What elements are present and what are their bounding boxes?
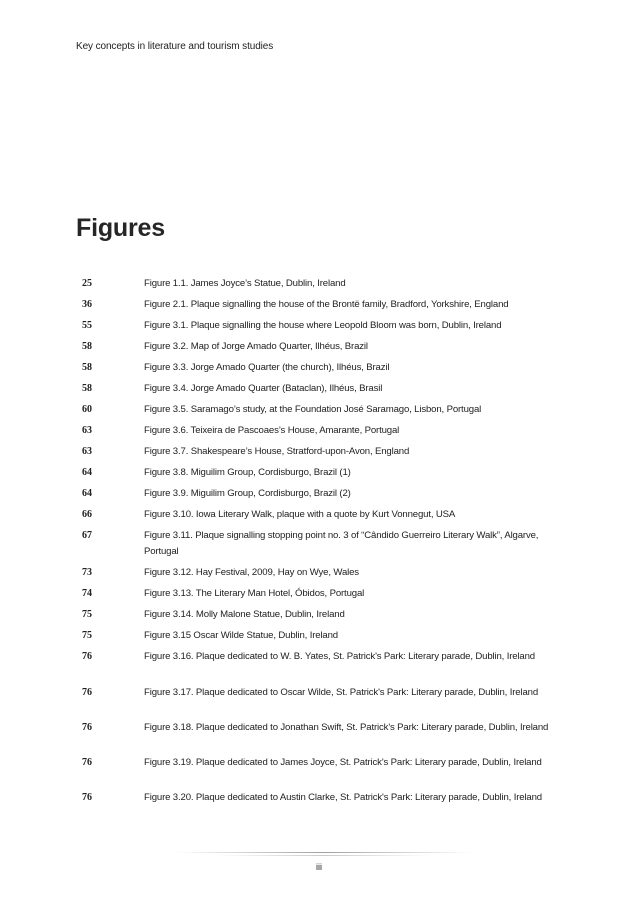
figure-caption: Figure 3.16. Plaque dedicated to W. B. Yates, St. Patrick's Park: Literary parade, Dublin, Ireland bbox=[144, 651, 535, 662]
figure-entry bbox=[76, 507, 550, 528]
figure-caption: Figure 3.6. Teixeira de Pascoaes’s House, Amarante, Portugal bbox=[144, 425, 400, 436]
figure-entry bbox=[76, 755, 550, 790]
figure-entry bbox=[76, 276, 550, 297]
figure-entry bbox=[76, 360, 550, 381]
figure-caption: Figure 3.19. Plaque dedicated to James Joyce, St. Patrick's Park: Literary parade, Dublin, Ireland bbox=[144, 757, 542, 768]
figure-entry bbox=[76, 565, 550, 586]
figure-caption: Figure 3.10. Iowa Literary Walk, plaque with a quote by Kurt Vonnegut, USA bbox=[144, 509, 456, 520]
figure-caption: Figure 3.13. The Literary Man Hotel, Óbidos, Portugal bbox=[144, 588, 365, 599]
figure-entry bbox=[76, 339, 550, 360]
figure-page-number: 60 bbox=[82, 404, 92, 415]
figure-page-number: 64 bbox=[82, 467, 92, 478]
figure-entry bbox=[76, 628, 550, 649]
figure-caption: Figure 3.3. Jorge Amado Quarter (the church), Ilhéus, Brazil bbox=[144, 362, 390, 373]
figure-page-number: 73 bbox=[82, 567, 92, 578]
figure-page-number: 75 bbox=[82, 609, 92, 620]
figure-entry bbox=[76, 444, 550, 465]
figure-page-number: 58 bbox=[82, 341, 92, 352]
figure-page-number: 55 bbox=[82, 320, 92, 331]
figure-page-number: 76 bbox=[82, 687, 92, 698]
figure-caption: Figure 3.2. Map of Jorge Amado Quarter, Ilhéus, Brazil bbox=[144, 341, 368, 352]
figure-entry bbox=[76, 297, 550, 318]
figure-page-number: 25 bbox=[82, 278, 92, 289]
figure-page-number: 58 bbox=[82, 383, 92, 394]
figure-caption: Figure 3.5. Saramago’s study, at the Foundation José Saramago, Lisbon, Portugal bbox=[144, 404, 482, 415]
figure-page-number: 75 bbox=[82, 630, 92, 641]
figure-page-number: 63 bbox=[82, 425, 92, 436]
figure-page-number: 58 bbox=[82, 362, 92, 373]
figure-entry bbox=[76, 528, 550, 565]
figure-caption: Figure 3.9. Miguilim Group, Cordisburgo, Brazil (2) bbox=[144, 488, 351, 499]
figure-entry bbox=[76, 423, 550, 444]
page-number: iii bbox=[316, 862, 322, 872]
figure-caption: Figure 3.14. Molly Malone Statue, Dublin, Ireland bbox=[144, 609, 345, 620]
figure-page-number: 67 bbox=[82, 530, 92, 541]
list-of-figures bbox=[76, 276, 550, 825]
figure-entry bbox=[76, 486, 550, 507]
figure-entry bbox=[76, 381, 550, 402]
figure-caption: Figure 3.11. Plaque signalling stopping point no. 3 of “Cândido Guerreiro Literary Walk”, Algarve, Portugal bbox=[144, 530, 539, 557]
figure-caption: Figure 3.4. Jorge Amado Quarter (Bataclan), Ilhéus, Brasil bbox=[144, 383, 383, 394]
footer-divider-shadow bbox=[215, 855, 433, 856]
figure-page-number: 76 bbox=[82, 757, 92, 768]
figure-page-number: 76 bbox=[82, 792, 92, 803]
figure-page-number: 36 bbox=[82, 299, 92, 310]
figure-entry bbox=[76, 685, 550, 720]
footer-divider bbox=[175, 852, 473, 853]
figure-caption: Figure 3.15 Oscar Wilde Statue, Dublin, Ireland bbox=[144, 630, 338, 641]
figure-caption: Figure 1.1. James Joyce’s Statue, Dublin, Ireland bbox=[144, 278, 346, 289]
figure-entry bbox=[76, 720, 550, 755]
figure-entry bbox=[76, 318, 550, 339]
figure-page-number: 66 bbox=[82, 509, 92, 520]
section-title: Figures bbox=[76, 214, 165, 242]
figure-caption: Figure 3.12. Hay Festival, 2009, Hay on Wye, Wales bbox=[144, 567, 359, 578]
figure-page-number: 76 bbox=[82, 722, 92, 733]
running-header: Key concepts in literature and tourism studies bbox=[76, 41, 274, 52]
figure-page-number: 76 bbox=[82, 651, 92, 662]
figure-caption: Figure 3.18. Plaque dedicated to Jonathan Swift, St. Patrick's Park: Literary parade, Dublin, Ireland bbox=[144, 722, 549, 733]
figure-page-number: 64 bbox=[82, 488, 92, 499]
figure-caption: Figure 2.1. Plaque signalling the house of the Brontë family, Bradford, Yorkshire, England bbox=[144, 299, 509, 310]
figure-entry bbox=[76, 607, 550, 628]
figure-page-number: 63 bbox=[82, 446, 92, 457]
figure-entry bbox=[76, 586, 550, 607]
figure-caption: Figure 3.8. Miguilim Group, Cordisburgo, Brazil (1) bbox=[144, 467, 351, 478]
figure-caption: Figure 3.17. Plaque dedicated to Oscar Wilde, St. Patrick's Park: Literary parade, Dublin, Ireland bbox=[144, 687, 538, 698]
figure-caption: Figure 3.7. Shakespeare’s House, Stratford-upon-Avon, England bbox=[144, 446, 410, 457]
figure-caption: Figure 3.1. Plaque signalling the house where Leopold Bloom was born, Dublin, Ireland bbox=[144, 320, 502, 331]
figure-page-number: 74 bbox=[82, 588, 92, 599]
figure-entry bbox=[76, 790, 550, 825]
figure-entry bbox=[76, 649, 550, 685]
figure-entry bbox=[76, 465, 550, 486]
figure-entry bbox=[76, 402, 550, 423]
figure-caption: Figure 3.20. Plaque dedicated to Austin Clarke, St. Patrick's Park: Literary parade, Dublin, Ireland bbox=[144, 792, 542, 803]
